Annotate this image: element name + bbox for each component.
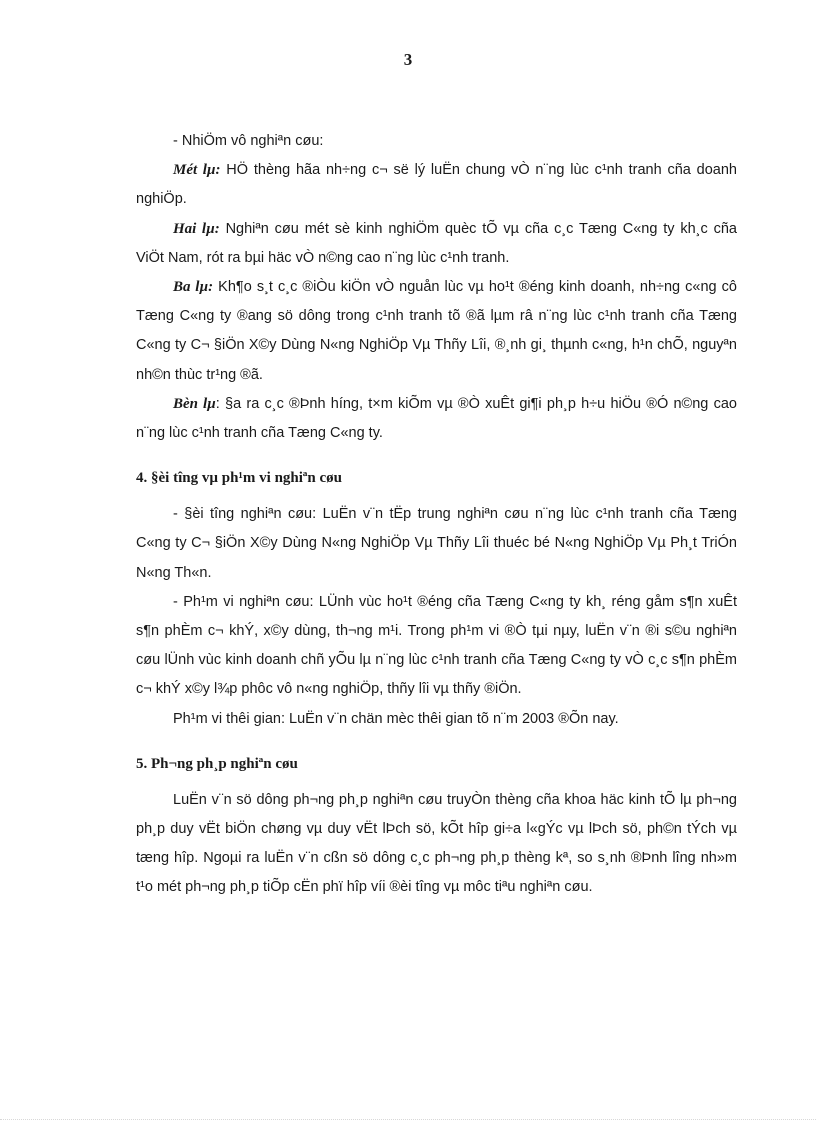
paragraph: Hai lµ: Nghiªn cøu mét sè kinh nghiÖm quèc tÕ vµ cña c¸c Tæng C«ng ty kh¸c cña ViÖt Nam, rót ra bµi häc vÒ n©ng cao n¨ng lùc c¹nh tranh.	[136, 220, 737, 266]
section-heading: 4. §èi tîng vµ ph¹m vi nghiªn cøu	[136, 470, 343, 487]
document-body	[136, 127, 737, 903]
paragraph: Bèn lµ: §a ra c¸c ®Þnh híng, t×m kiÕm vµ ®Ò xuÊt gi¶i ph¸p h÷u hiÖu ®Ó n©ng cao n¨ng lùc c¹nh tranh cña Tæng C«ng ty.	[136, 395, 737, 442]
section-methods	[136, 754, 737, 903]
paragraph: - §èi tîng nghiªn cøu: LuËn v¨n tËp trung nghiªn cøu n¨ng lùc c¹nh tranh cña Tæng C«ng ty C¬ §iÖn X©y Dùng N«ng NghiÖp Vµ Thñy Lîi thuéc bé N«ng NghiÖp Vµ Ph¸t TriÓn N«ng Th«n.	[136, 506, 737, 581]
section-scope	[136, 468, 737, 734]
section-heading: 5. Ph¬ng ph¸p nghiªn cøu	[136, 755, 298, 772]
page-bottom-divider	[0, 1119, 816, 1120]
paragraph: LuËn v¨n sö dông ph¬ng ph¸p nghiªn cøu truyÒn thèng cña khoa häc kinh tÕ lµ ph¬ng ph¸p duy vËt biÖn chøng vµ duy vËt lÞch sö, kÕt hîp gi÷a l«gÝc vµ lÞch sö, ph©n tÝch vµ tæng hîp. Ngoµi ra luËn v¨n cßn sö dông c¸c ph¬ng ph¸p thèng kª, so s¸nh ®Þnh lîng nh»m t¹o mét ph¬ng ph¸p tiÕp cËn phï hîp víi ®èi tîng vµ môc tiªu nghiªn cøu.	[136, 791, 737, 896]
paragraph: - NhiÖm vô nghiªn cøu:	[173, 133, 324, 149]
paragraph: Ph¹m vi thêi gian: LuËn v¨n chän mèc thêi gian tõ n¨m 2003 ®Õn nay.	[173, 710, 619, 727]
paragraph: - Ph¹m vi nghiªn cøu: LÜnh vùc ho¹t ®éng cña Tæng C«ng ty kh¸ réng gåm s¶n xuÊt s¶n phÈm c¬ khÝ, x©y dùng, th¬ng m¹i. Trong ph¹m vi ®Ò tµi nµy, luËn v¨n ®i s©u nghiªn cøu lÜnh vùc kinh doanh chñ yÕu lµ n¨ng lùc c¹nh tranh cña Tæng C«ng ty vÒ c¸c s¶n phÈm c¬ khÝ x©y l¾p phôc vô n«ng nghiÖp, thñy lîi vµ thñy ®iÖn.	[136, 593, 737, 698]
section-tasks	[136, 127, 737, 448]
page-number: 3	[403, 50, 413, 69]
paragraph: Mét lµ: HÖ thèng hãa nh÷ng c¬ së lý luËn chung vÒ n¨ng lùc c¹nh tranh cña doanh nghiÖp.	[136, 162, 737, 208]
paragraph: Ba lµ: Kh¶o s¸t c¸c ®iÒu kiÖn vÒ nguån lùc vµ ho¹t ®éng kinh doanh, nh÷ng c«ng cô Tæng C«ng ty ®ang sö dông trong c¹nh tranh tõ ®ã lµm râ n¨ng lùc c¹nh tranh cña Tæng C«ng ty C¬ §iÖn X©y Dùng N«ng NghiÖp Vµ Thñy Lîi, ®¸nh gi¸ thµnh c«ng, h¹n chÕ, nguyªn nh©n thùc tr¹ng ®ã.	[136, 279, 737, 383]
